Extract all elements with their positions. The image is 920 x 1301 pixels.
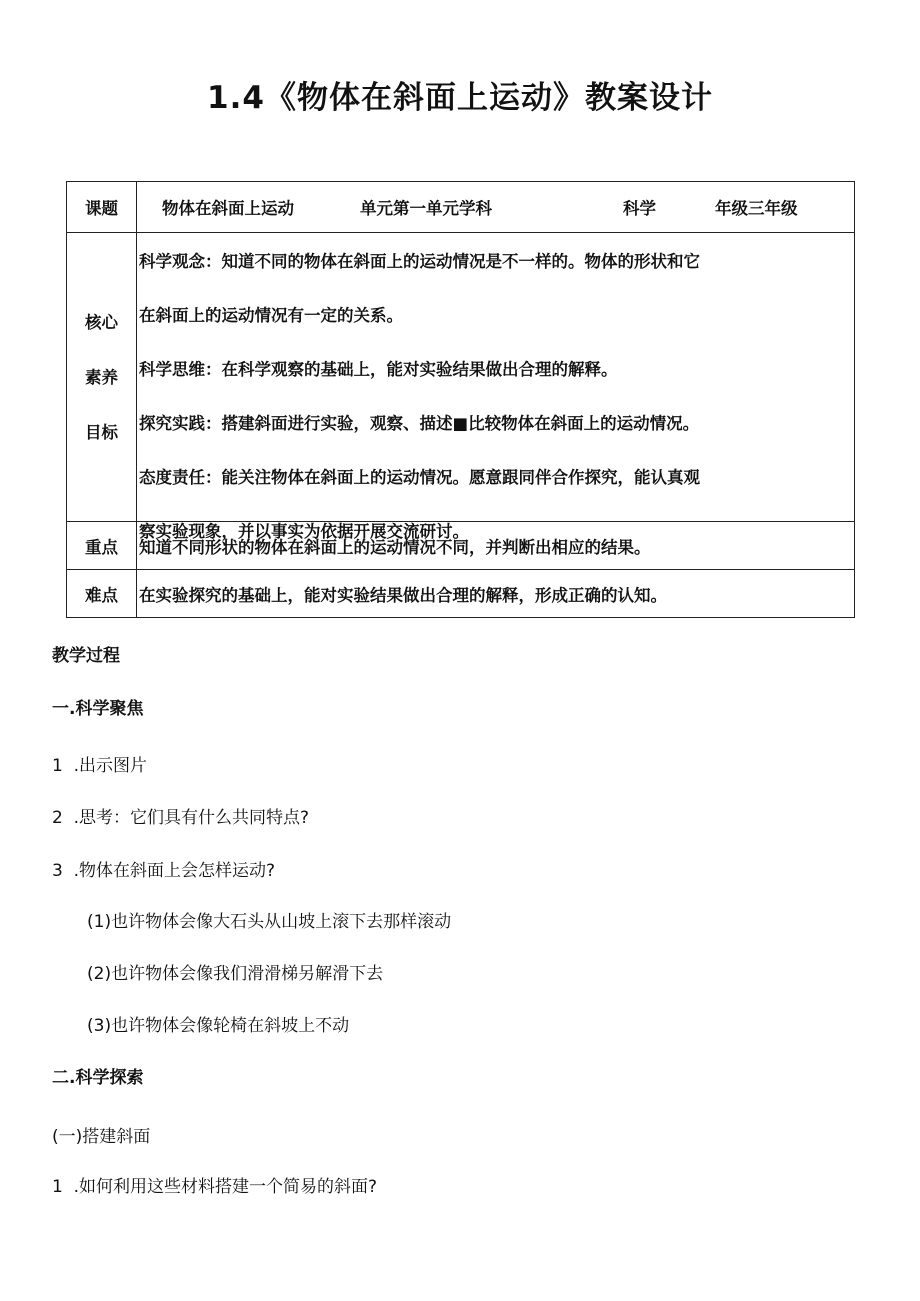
list-item: 1 .出示图片 [52,756,148,776]
core-label-1: 核心 [85,312,118,332]
section-heading-focus: 一.科学聚焦 [52,699,144,719]
core-line: 在斜面上的运动情况有一定的关系。 [139,306,403,325]
topic-cell [137,182,855,233]
list-item: 1 .如何利用这些材料搭建一个简易的斜面? [52,1177,378,1197]
list-item: 2 .思考：它们具有什么共同特点? [52,808,310,828]
page-title: 1.4《物体在斜面上运动》教案设计 [207,80,713,116]
key-point-text: 知道不同形状的物体在斜面上的运动情况不同，并判断出相应的结果。 [137,522,855,570]
table-row-topic [67,182,855,233]
grade-value: 年级三年级 [715,199,798,218]
table-row-difficulty [67,570,855,618]
topic-label: 课题 [67,182,137,233]
key-point-label: 重点 [67,522,137,570]
core-line: 科学思维：在科学观察的基础上，能对实验结果做出合理的解释。 [139,360,618,379]
table-row-core-goals [67,233,855,522]
topic-value: 物体在斜面上运动 [162,199,294,218]
core-line: 科学观念：知道不同的物体在斜面上的运动情况是不一样的。物体的形状和它 [139,252,700,271]
difficulty-label: 难点 [67,570,137,618]
core-goals-label [67,233,137,522]
subject-value: 科学 [623,199,656,218]
core-goals-text [137,233,855,541]
sub-heading: (一)搭建斜面 [52,1127,151,1147]
sub-list-item: (2)也许物体会像我们滑滑梯另解滑下去 [87,964,384,984]
core-line: 探究实践：搭建斜面进行实验，观察、描述■比较物体在斜面上的运动情况。 [139,414,700,433]
difficulty-text: 在实验探究的基础上，能对实验结果做出合理的解释，形成正确的认知。 [137,570,855,618]
core-label-2: 素养 [85,367,118,387]
core-line: 态度责任：能关注物体在斜面上的运动情况。愿意跟同伴合作探究，能认真观 [139,468,700,487]
sub-list-item: (3)也许物体会像轮椅在斜坡上不动 [87,1016,350,1036]
core-line: 察实验现象，并以事实为依据开展交流研讨。 [139,522,469,541]
section-heading-explore: 二.科学探索 [52,1068,144,1088]
unit-value: 单元第一单元学科 [360,199,492,218]
lesson-info-table [66,181,855,618]
list-item: 3 .物体在斜面上会怎样运动? [52,861,276,881]
process-heading: 教学过程 [52,646,120,666]
core-label-3: 目标 [85,422,118,442]
sub-list-item: (1)也许物体会像大石头从山坡上滚下去那样滚动 [87,912,452,932]
